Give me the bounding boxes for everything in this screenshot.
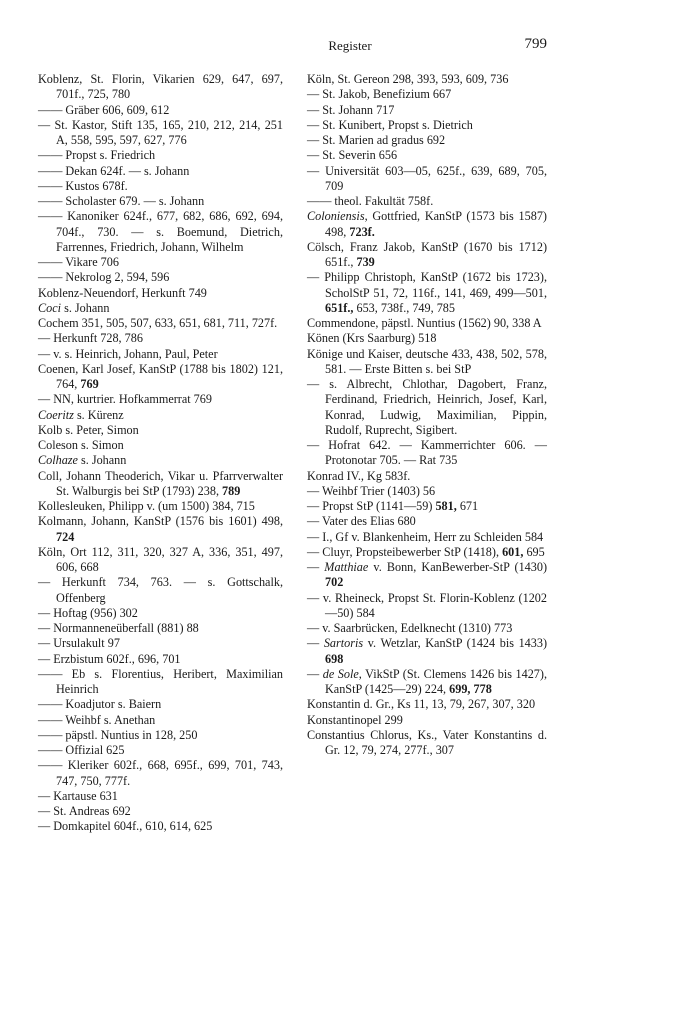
index-entry [38,758,283,789]
index-entry-text: — St. Severin 656 [307,148,398,163]
index-entry-text: —— Nekrolog 2, 594, 596 [38,270,170,285]
index-entry-text: Constantius Chlorus, Ks., Vater Konstantins d. Gr. 12, 79, 274, 277f., 307 [307,727,547,757]
index-column-right [307,72,547,758]
index-entry [307,438,547,469]
index-entry [38,743,283,758]
index-entry [307,209,547,240]
index-entry-text: — [307,560,325,574]
index-entry-text: — Herkunft 734, 763. — s. Gottschalk, Offenberg [38,575,283,605]
index-entry [38,286,283,301]
index-entry-text: 723f. [349,224,375,239]
index-entry-text: 651f., [325,300,354,315]
index-entry-text: Cölsch, Franz Jakob, KanStP (1670 bis 1712) 651f., [307,239,547,269]
index-entry [307,560,547,591]
index-entry-text: Koblenz-Neuendorf, Herkunft 749 [38,285,207,300]
index-entry-text: — Kartause 631 [38,788,118,803]
index-entry-text: Coloniensis [307,209,365,224]
index-entry-text: Sartoris [323,636,364,651]
index-entry-text: — Cluyr, Propsteibewerber StP (1418), [307,544,503,559]
index-entry [307,103,547,118]
index-entry-text: Köln, Ort 112, 311, 320, 327 A, 336, 351, 497, 606, 668 [38,544,283,574]
index-entry-text: Kollesleuken, Philipp v. (um 1500) 384, 715 [38,499,255,513]
index-entry-text: — v. Rheineck, Propst St. Florin-Koblenz (1202—50) 584 [307,590,547,620]
index-entry [307,636,547,667]
index-entry-text: — Universität 603—05, 625f., 639, 689, 705, 709 [307,163,547,193]
index-entry-text: Konstantinopel 299 [307,712,403,727]
index-entry-text: Coleson s. Simon [38,438,124,452]
index-entry-text: 724 [56,529,75,544]
index-entry-text: , VikStP (St. Clemens 1426 bis 1427), KanStP (1425—29) 224, [325,666,547,696]
index-entry [38,270,283,285]
index-entry [38,164,283,179]
index-entry [38,728,283,743]
index-entry-text: Konstantin d. Gr., Ks 11, 13, 79, 267, 307, 320 [307,697,536,712]
index-entry [38,713,283,728]
index-entry-text: Konrad IV., Kg 583f. [307,468,411,483]
index-entry-text: —— päpstl. Nuntius in 128, 250 [38,727,198,742]
index-entry [307,72,547,87]
index-entry [38,255,283,270]
index-entry [38,575,283,606]
index-entry [38,514,283,545]
index-entry [38,697,283,712]
index-entry [307,133,547,148]
index-entry [38,194,283,209]
index-entry [38,438,283,453]
index-entry-text: — v. Saarbrücken, Edelknecht (1310) 773 [307,621,513,635]
index-entry-text: —— Gräber 606, 609, 612 [38,102,170,117]
index-entry [38,606,283,621]
index-entry-text: — Hoftag (956) 302 [38,605,138,620]
index-entry-text: Könige und Kaiser, deutsche 433, 438, 502, 578, 581. — Erste Bitten s. bei StP [307,346,547,376]
index-entry-text: — Domkapitel 604f., 610, 614, 625 [38,819,213,834]
index-entry-text: — St. Andreas 692 [38,804,131,818]
index-entry-text: — I., Gf v. Blankenheim, Herr zu Schleiden 584 [307,529,544,544]
index-entry [38,652,283,667]
index-entry-text: —— Kustos 678f. [38,178,128,193]
index-entry [307,667,547,698]
index-entry-text: 699, 778 [449,682,492,696]
index-entry [307,118,547,133]
index-entry [38,362,283,393]
index-entry-text: — Hofrat 642. — Kammerrichter 606. — Protonotar 705. — Rat 735 [307,438,547,468]
index-entry [38,118,283,149]
index-entry-text: 653, 738f., 749, 785 [353,300,455,315]
index-entry [307,621,547,636]
index-entry-text: — St. Johann 717 [307,102,395,117]
index-entry [38,72,283,103]
index-entry-text: Coll, Johann Theoderich, Vikar u. Pfarrverwalter St. Walburgis bei StP (1793) 238, [38,468,283,498]
index-entry [307,194,547,209]
index-entry-text: —— Koadjutor s. Baiern [38,697,162,712]
index-entry-text: — Herkunft 728, 786 [38,331,143,346]
index-entry [38,819,283,834]
index-entry-text: de Sole [322,666,359,681]
page-number: 799 [524,36,547,52]
index-entry-text: —— Kleriker 602f., 668, 695f., 699, 701, 743, 747, 750, 777f. [38,758,283,788]
index-entry-text: s. Kürenz [73,407,124,422]
index-entry [38,103,283,118]
index-entry-text: v. Bonn, KanBewerber-StP (1430) [368,560,548,574]
index-entry [307,240,547,271]
index-entry-text: — Propst StP (1141—59) [307,499,436,513]
index-entry-text: s. Johann [61,300,110,315]
index-entry-text: —— Weihbf s. Anethan [38,712,156,727]
running-head: Register [328,38,372,53]
index-entry-text: —— Dekan 624f. — s. Johann [38,163,190,178]
index-entry [38,499,283,514]
index-entry-text: — Normanneneüberfall (881) 88 [38,621,199,635]
index-entry-text: Kolmann, Johann, KanStP (1576 bis 1601) 498, [38,514,283,529]
index-entry [38,453,283,468]
index-entry-text: — Ursulakult 97 [38,636,120,651]
index-entry [38,331,283,346]
index-entry [38,408,283,423]
index-entry [307,270,547,316]
index-entry-text: 769 [80,377,99,391]
index-entry-text: Kolb s. Peter, Simon [38,422,139,437]
index-entry [307,316,547,331]
index-entry-text: — v. s. Heinrich, Johann, Paul, Peter [38,346,218,361]
index-entry [307,591,547,622]
index-entry-text: 581, [435,499,457,513]
index-entry-text: — St. Jakob, Benefizium 667 [307,87,452,102]
index-entry [307,499,547,514]
index-entry-text: — Weihbf Trier (1403) 56 [307,483,436,498]
index-entry-text: — Philipp Christoph, KanStP (1672 bis 1723), ScholStP 51, 72, 116f., 141, 469, 499—501, [307,270,547,300]
index-entry [307,697,547,712]
index-entry [38,423,283,438]
index-entry [38,209,283,255]
index-entry-text: 789 [222,483,241,498]
index-entry-text: Cochem 351, 505, 507, 633, 651, 681, 711, 727f. [38,316,278,330]
index-entry [307,514,547,529]
index-entry-text: Coenen, Karl Josef, KanStP (1788 bis 1802) 121, 764, [38,361,283,391]
index-entry-text: Matthiae [324,560,369,574]
index-entry-text: 739 [356,255,375,269]
index-entry-text: 601, [502,544,524,559]
index-entry-text: — s. Albrecht, Chlothar, Dagobert, Franz, Ferdinand, Friedrich, Heinrich, Josef, Karl, Konrad, Ludwig, Maximilian, Pippin, Rudolf, Ruprecht, Sigibert. [307,377,547,437]
index-entry [307,377,547,438]
index-entry [38,621,283,636]
index-entry [307,530,547,545]
index-entry-text: Koblenz, St. Florin, Vikarien 629, 647, 697, 701f., 725, 780 [38,72,283,102]
index-entry-text: —— Vikare 706 [38,255,119,269]
index-entry-text: Coci [38,300,62,315]
index-entry [38,347,283,362]
index-entry-text: — St. Kunibert, Propst s. Dietrich [307,117,473,132]
index-entry-text: Commendone, päpstl. Nuntius (1562) 90, 338 A [307,316,542,330]
index-entry [38,636,283,651]
index-entry [38,316,283,331]
index-entry [307,545,547,560]
index-entry [38,392,283,407]
index-entry-text: 671 [456,499,479,513]
index-entry [307,164,547,195]
index-entry [38,667,283,698]
index-entry-text: —— Propst s. Friedrich [38,148,156,163]
index-entry-text: Köln, St. Gereon 298, 393, 593, 609, 736 [307,72,509,86]
index-entry [307,484,547,499]
index-entry-text: Colhaze [38,453,78,468]
index-entry-text: —— Kanoniker 624f., 677, 682, 686, 692, 694, 704f., 730. — s. Boemund, Dietrich, Farrennes, Friedrich, Johann, Wilhelm [38,209,283,254]
index-entry-text: —— Eb s. Florentius, Heribert, Maximilian Heinrich [38,666,283,696]
index-entry [307,87,547,102]
index-entry [307,713,547,728]
index-entry-text: Könen (Krs Saarburg) 518 [307,331,437,346]
index-entry [38,789,283,804]
index-entry-text: —— theol. Fakultät 758f. [307,194,434,208]
index-entry-text: — [307,636,324,651]
index-entry [38,469,283,500]
index-entry-text: — St. Kastor, Stift 135, 165, 210, 212, 214, 251 A, 558, 595, 597, 627, 776 [38,117,283,147]
index-entry-text: , Gottfried, KanStP (1573 bis 1587) 498, [325,209,547,239]
index-entry-text: v. Wetzlar, KanStP (1424 bis 1433) [363,636,548,651]
index-entry-text: —— Scholaster 679. — s. Johann [38,194,205,208]
index-entry [38,804,283,819]
index-entry [307,347,547,378]
index-entry [307,728,547,759]
index-entry-text: — Vater des Elias 680 [307,514,416,529]
index-entry [38,179,283,194]
index-entry-text: Coeritz [38,407,74,422]
index-entry-text: — [307,666,323,681]
index-entry [307,469,547,484]
index-entry [307,331,547,346]
index-column-left [38,72,283,835]
index-entry-text: — NN, kurtrier. Hofkammerrat 769 [38,392,212,407]
index-entry-text: — St. Marien ad gradus 692 [307,133,446,147]
index-entry [307,148,547,163]
index-entry-text: 702 [325,575,344,590]
index-entry [38,148,283,163]
index-entry-text: — Erzbistum 602f., 696, 701 [38,651,181,666]
index-entry-text: 698 [325,651,344,666]
index-entry-text: —— Offizial 625 [38,743,125,757]
index-entry-text: 695 [523,544,545,559]
index-entry [38,301,283,316]
index-entry-text: s. Johann [77,453,127,468]
index-entry [38,545,283,576]
